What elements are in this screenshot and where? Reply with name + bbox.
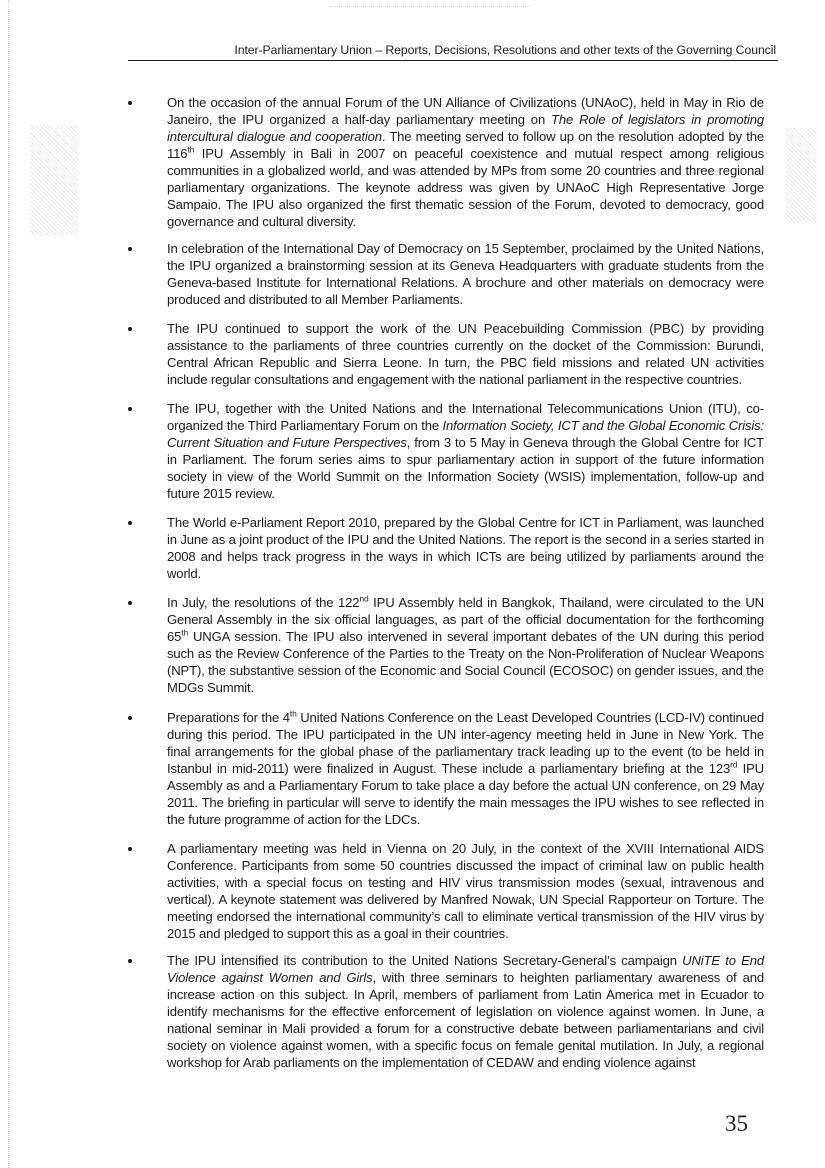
paragraph (167, 594, 764, 696)
italic-title: Information Society, ICT and the Global Economic Crisis: Current Situation and Future Perspectives (167, 418, 765, 450)
paragraph (167, 840, 764, 942)
page-number: 35 (725, 1111, 748, 1136)
text-run: United Nations Conference on the Least Developed Countries (LCD-IV) continued during this period. The IPU participated in the UN inter-agency meeting held in June in New York. The final arrangements for the global phase of the parliamentary track leading up to the event (to be held in Istanbul in mid-2011) were finalized in August. These include a parliamentary briefing at the 123 (167, 710, 764, 776)
bullet-marker (128, 847, 132, 851)
text-run: In celebration of the International Day of Democracy on 15 September, proclaimed by the United Nations, the IPU organized a brainstorming session at its Geneva Headquarters with graduate students from the Geneva-based Institute for International Relations. A brochure and other materials on democracy were produced and distributed to all Member Parliaments. (167, 241, 764, 307)
ordinal-suffix: th (289, 708, 297, 719)
italic-title: The Role of legislators in promoting intercultural dialogue and cooperation (167, 112, 764, 144)
text-run: IPU Assembly in Bali in 2007 on peaceful coexistence and mutual respect among religious communities in a globalized world, and was attended by MPs from some 20 countries and three regional parliamentary organizations. The keynote address was given by UNAoC High Representative Jorge Sampaio. The IPU also organized the first thematic session of the Forum, devoted to democracy, good governance and cultural diversity. (167, 146, 764, 229)
ordinal-suffix: th (181, 627, 189, 638)
header-title: Inter-Parliamentary Union – Reports, Decisions, Resolutions and other texts of the Governing Council (234, 43, 776, 57)
bullet-marker (128, 521, 132, 525)
ordinal-suffix: nd (359, 593, 369, 604)
text-run: A parliamentary meeting was held in Vienna on 20 July, in the context of the XVIII International AIDS Conference. Participants from some 50 countries discussed the impact of criminal law on public health activities, with a special focus on testing and HIV virus transmission modes (sexual, intravenous and vertical). A keynote statement was delivered by Manfred Nowak, UN Special Rapporteur on Torture. The meeting endorsed the international community’s call to eliminate vertical transmission of the HIV virus by 2015 and pledged to support this as a goal in their countries. (167, 841, 764, 941)
paragraph (167, 952, 764, 1071)
text-run: Preparations for the 4 (167, 710, 290, 725)
scan-top-edge (330, 6, 530, 7)
paragraph (167, 94, 764, 230)
italic-title: UNiTE to End Violence against Women and Girls (167, 953, 764, 985)
bullet-marker (128, 101, 132, 105)
text-run: In July, the resolutions of the 122 (167, 595, 360, 610)
running-header (128, 40, 778, 61)
paragraph (167, 709, 764, 828)
bullet-marker (128, 959, 132, 963)
text-run: The World e-Parliament Report 2010, prepared by the Global Centre for ICT in Parliament, was launched in June as a joint product of the IPU and the United Nations. The report is the second in a series started in 2008 and helps track progress in the ways in which ICTs are being utilized by parliaments around the world. (167, 515, 764, 581)
scan-left-edge (0, 0, 9, 1168)
text-run: , from 3 to 5 May in Geneva through the Global Centre for ICT in Parliament. The forum series aims to spur parliamentary action in support of the future information society in view of the World Summit on the Information Society (WSIS) implementation, follow-up and future 2015 review. (167, 435, 765, 501)
text-run: The IPU intensified its contribution to the United Nations Secretary-General’s campaign (167, 953, 683, 968)
text-run: . The meeting served to follow up on the resolution adopted by the 116 (167, 129, 764, 161)
text-run: IPU Assembly as and a Parliamentary Forum to take place a day before the actual UN conference, on 29 May 2011. The briefing in particular will serve to identify the main messages the IPU wishes to see reflected in the future programme of action for the LDCs. (167, 761, 764, 827)
bullet-marker (128, 247, 132, 251)
scan-artifact (30, 125, 78, 235)
ordinal-suffix: th (187, 144, 195, 155)
paragraph (167, 240, 764, 308)
text-run: , with three seminars to heighten parliamentary awareness of and increase action on this subject. In April, members of parliament from Latin America met in Ecuador to identify mechanisms for the effective enforcement of legislation on violence against women. In June, a national seminar in Mali provided a forum for a constructive debate between parliamentarians and civil society on violence against women, with a specific focus on female genital mutilation. In July, a regional workshop for Arab parliaments on the implementation of CEDAW and ending violence against (167, 970, 764, 1070)
text-run: The IPU continued to support the work of the UN Peacebuilding Commission (PBC) by providing assistance to the parliaments of three countries currently on the docket of the Commission: Burundi, Central African Republic and Sierra Leone. In turn, the PBC field missions and related UN activities include regular consultations and engagement with the national parliament in the respective countries. (167, 321, 764, 387)
paragraph (167, 320, 764, 388)
paragraph (167, 400, 764, 502)
bullet-marker (128, 716, 132, 720)
bullet-marker (128, 407, 132, 411)
scan-artifact (786, 128, 816, 223)
text-run: On the occasion of the annual Forum of the UN Alliance of Civilizations (UNAoC), held in May in Rio de Janeiro, the IPU organized a half-day parliamentary meeting on (167, 95, 764, 127)
ordinal-suffix: rd (730, 759, 738, 770)
bullet-marker (128, 327, 132, 331)
text-run: UNGA session. The IPU also intervened in several important debates of the UN during this period such as the Review Conference of the Parties to the Treaty on the Non-Proliferation of Nuclear Weapons (NPT), the substantive session of the Economic and Social Council (ECOSOC) on gender issues, and the MDGs Summit. (167, 629, 764, 695)
text-run: IPU Assembly held in Bangkok, Thailand, were circulated to the UN General Assembly in the six official languages, as part of the official documentation for the forthcoming 65 (167, 595, 764, 644)
paragraph (167, 514, 764, 582)
text-run: The IPU, together with the United Nations and the International Telecommunications Union (ITU), co-organized the Third Parliamentary Forum on the (167, 401, 764, 433)
bullet-marker (128, 601, 132, 605)
